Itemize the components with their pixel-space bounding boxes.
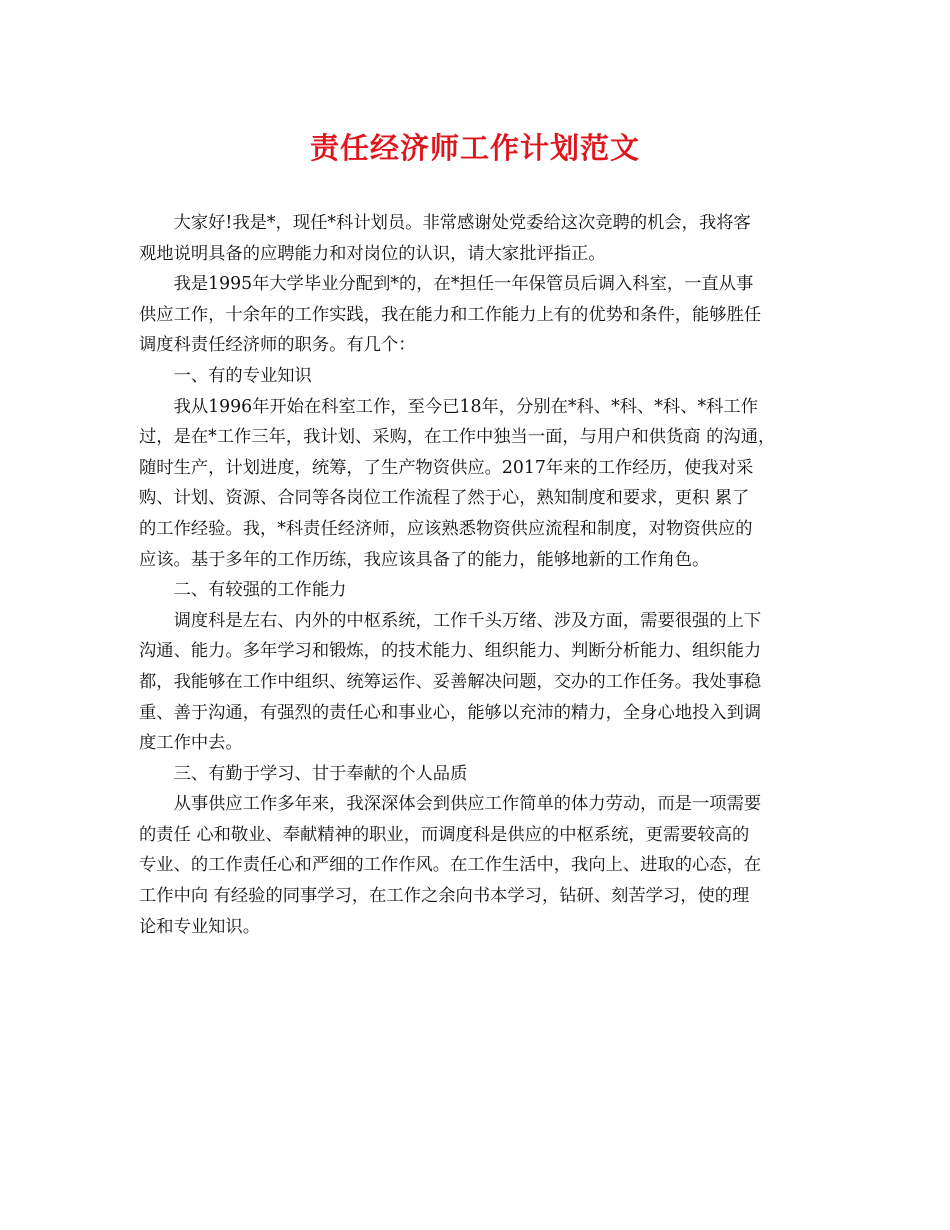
page-title: 责任经济师工作计划范文: [309, 131, 640, 165]
body-line: 都，我能够在工作中组织、统筹运作、妥善解决问题，交办的工作任务。我处事稳: [139, 671, 762, 692]
body-line: 应该。基于多年的工作历练，我应该具备了的能力，能够地新的工作角色。: [139, 549, 710, 570]
section-heading-2: 二、有较强的工作能力: [139, 580, 347, 601]
body-line: 大家好!我是*，现任*科计划员。非常感谢处党委给这次竞聘的机会，我将客: [139, 213, 751, 233]
body-line: 随时生产，计划进度，统筹，了生产物资供应。2017年来的工作经历，使我对采: [139, 457, 754, 478]
body-line: 购、计划、资源、合同等各岗位工作流程了然于心，熟知制度和要求，更积 累了: [139, 488, 750, 509]
body-line: 重、善于沟通，有强烈的责任心和事业心，能够以充沛的精力，全身心地投入到调: [139, 702, 762, 723]
body-line: 论和专业知识。: [139, 916, 260, 937]
body-line: 沟通、能力。多年学习和锻炼，的技术能力、组织能力、判断分析能力、组织能力: [139, 641, 762, 662]
body-line: 调度科是左右、内外的中枢系统，工作千头万绪、涉及方面，需要很强的上下: [139, 610, 762, 631]
section-heading-3: 三、有勤于学习、甘于奉献的个人品质: [139, 763, 468, 784]
document-body: [139, 208, 839, 942]
body-line: 的工作经验。我，*科责任经济师，应该熟悉物资供应流程和制度，对物资供应的: [139, 518, 753, 539]
body-line: 我是1995年大学毕业分配到*的，在*担任一年保管员后调入科室，一直从事: [139, 274, 754, 295]
body-line: 从事供应工作多年来，我深深体会到供应工作简单的体力劳动，而是一项需要: [139, 794, 762, 815]
body-line: 观地说明具备的应聘能力和对岗位的认识，请大家批评指正。: [139, 243, 606, 264]
body-line: 供应工作，十余年的工作实践，我在能力和工作能力上有的优势和条件，能够胜任: [139, 304, 762, 325]
section-heading-1: 一、有的专业知识: [139, 365, 312, 386]
body-line: 度工作中去。: [139, 733, 243, 754]
body-line: 调度科责任经济师的职务。有几个：: [139, 335, 416, 356]
body-line: 工作中向 有经验的同事学习，在工作之余向书本学习，钻研、刻苦学习，使的理: [139, 886, 750, 907]
body-line: 的责任 心和敬业、奉献精神的职业，而调度科是供应的中枢系统，更需要较高的: [139, 824, 750, 845]
body-line: 过，是在*工作三年，我计划、采购，在工作中独当一面，与用户和供货商 的沟通，: [139, 427, 776, 448]
body-line: 专业、的工作责任心和严细的工作作风。在工作生活中，我向上、进取的心态，在: [139, 855, 762, 876]
body-line: 我从1996年开始在科室工作，至今已18年，分别在*科、*科、*科、*科工作: [139, 396, 758, 417]
